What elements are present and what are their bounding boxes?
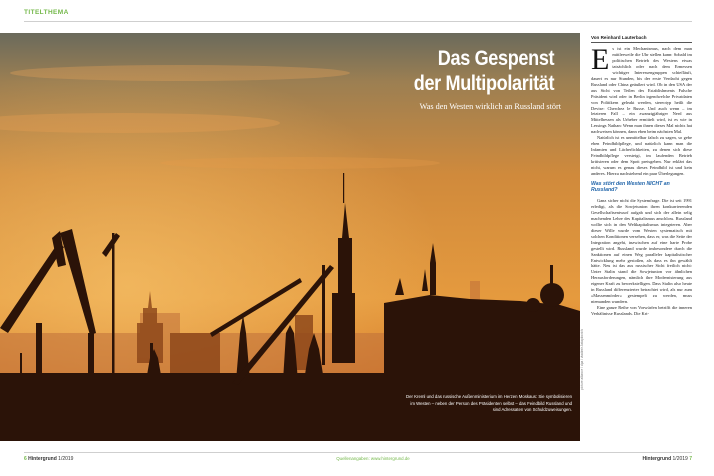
page-number-right: 7 (689, 456, 692, 462)
article-subtitle: Was den Westen wirklich an Russland stört (419, 102, 561, 111)
footer-rule (24, 452, 692, 453)
article-subhead: Was stört den Westen NICHT an Russland? (591, 180, 670, 194)
photo-caption: Der Kreml und das russische Außenministerium im Herzen Moskaus: Sie symbolisieren im Westen – neben der Person des Präsidenten selbst – das Feindbild Russland und sind Adressaten von Schuldzuweisungen. (406, 394, 572, 412)
footer-left-magazine: Hintergrund (28, 456, 57, 462)
footer-right-issue: 1/2019 (672, 456, 688, 462)
headline-line-2: der Multipolarität (413, 71, 554, 95)
article-column (591, 43, 692, 317)
paragraph-3: Ganz sicher nicht die Systemfrage. Die ist seit 1991 erledigt, als die Sowjetunion ihren konkurrierenden Gesellschaftsentwurf aufgab und sich der allein selig machenden Lehre des Kapitalismus anschloss. Russland wollte sich in den Weltkapitalismus integrieren. Aber dieser Wille wurde vom Westen systematisch mit solchen Konditionen versehen, dass er, was die Seite der Integration angeht, inzwischen auf eine harte Probe gestellt wird. Russland wurde insbesondere durch die Sanktionen auf einen Weg paralleler kapitalistischer Entwicklung mehr gestoßen, als dass es ihn gewählt hätte. Neu ist das aus russischer Sicht freilich nicht: Unter Stalin stand die Sowjetunion vor ähnlichen Herausforderungen, nämlich ihre Modernisierung aus eigener Kraft zu bewerkstelligen. Dass Stalin also heute in Russland differenzierter betrachtet wird, als nur zum »Massenmörder« gestempelt zu werden, muss niemanden wundern. (591, 197, 692, 305)
article-headline (414, 46, 554, 96)
paragraph-4: Eine ganze Reihe von Vorwürfen betrifft die inneren Verhältnisse Russlands. Die Kri- (591, 305, 692, 317)
paragraph-2: Natürlich ist es unmittelbar falsch zu sagen, so gebe eben Feindbildpflege, und natürlich kann man die Infamien und Lächerlichkeiten, zu denen sich diese Feindbildpflege versteigt, im laufenden Betrieb kritisieren oder dem Spott preisgeben. Nur erklärt das nicht, warum es genau dieses Feindbild ist und kein anderes. Hierzu nachstehend ein paar Überlegungen. (591, 135, 692, 177)
footer-left (24, 456, 73, 462)
footer-left-issue: 1/2019 (58, 456, 74, 462)
headline-line-1: Das Gespenst (437, 46, 554, 70)
footer-right (643, 456, 692, 462)
paragraph-1: s ist ein Mechanismus, nach dem man mittlerweile die Uhr stellen kann: Sobald im politischen Betrieb des Westens etwas tatsächlich oder nach dem Ermessen wichtiger Interessengruppen schiefläuft, dauert es nur Stunden, bis der erste Verdacht gegen Russland oder China geäußert wird. Ob in den USA der aus Sicht von Teilen des Establishments Falsche Präsident wird oder in Berlin irgendwelche Privatdaten von Politikern geleakt werden, stereotyp heißt die Devise: Cherchez le Russe. Und auch wenn – im letzteren Fall – ein zwanzigjähriger Nerd aus Mittelhessen als Urheber ermittelt wird, ist es wie in Lessings Nathan: Wenn man ihnen dieses Mal nichts hat nachweisen können, dann eben beim nächsten Mal. (591, 46, 692, 135)
page-number-left: 6 (24, 456, 27, 462)
footer-right-magazine: Hintergrund (642, 456, 672, 462)
footer-source-note[interactable]: Quellenangaben: www.hintergrund.de (336, 456, 410, 461)
photo-credit: picture alliance / dpa / vladimir Astapkovich (580, 329, 584, 390)
author-byline: Von Reinhard Lauterbach (591, 35, 647, 40)
top-rule (24, 21, 692, 22)
section-label: TITELTHEMA (24, 9, 69, 16)
dropcap: E (591, 43, 610, 76)
